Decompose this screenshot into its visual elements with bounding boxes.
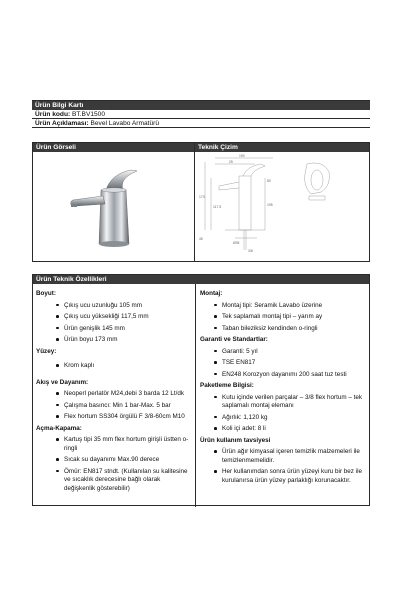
list-item: Ürün boyu 173 mm xyxy=(36,336,192,345)
garanti-title: Garanti ve Standartlar: xyxy=(200,336,268,343)
product-desc-row xyxy=(32,119,370,128)
product-code-row xyxy=(32,110,370,119)
list-item: Koli içi adet: 8 li xyxy=(200,425,366,434)
faucet-image xyxy=(33,152,194,261)
product-code-label: Ürün kodu: xyxy=(35,111,71,118)
dim-h1: 173 xyxy=(199,195,205,199)
kullanim-list xyxy=(200,448,366,485)
dim-top-2: 25 xyxy=(229,160,233,164)
product-visual-column xyxy=(33,143,195,261)
yuzey-title: Yüzey: xyxy=(36,347,57,355)
paket-list xyxy=(200,394,366,434)
dim-h2: 117.5 xyxy=(213,205,222,209)
list-item: Ürün ağır kimyasal içeren temizlik malzemeleri ile temizlenmemelidir. xyxy=(200,448,366,465)
list-item: TSE EN817 xyxy=(200,359,366,368)
list-item: EN248 Korozyon dayanımı 200 saat tuz testi xyxy=(200,371,366,380)
list-item: Neoperl perlatör M24,debi 3 barda 12 Lt/dk xyxy=(36,390,192,399)
visual-header: Ürün Görseli xyxy=(33,143,194,152)
garanti-list xyxy=(200,348,366,380)
acma-title: Açma-Kapama: xyxy=(36,424,82,432)
dim-bottom-2: 3/8 xyxy=(248,249,253,253)
list-item: Ömür: EN817 stndt. (Kullanılan su kalitesine ve sıcaklık derecesine bağlı olarak değişkenlik gösterebilir) xyxy=(36,468,192,494)
paket-title: Paketleme Bilgisi: xyxy=(200,382,254,389)
list-item: Kutu içinde verilen parçalar – 3/8 flex hortum – tek saplamalı montaj elemanı xyxy=(200,394,366,411)
montaj-title: Montaj: xyxy=(200,290,223,297)
list-item: Her kullanımdan sonra ürün yüzeyi kuru bir bez ile kurulanırsa ürün yüzey parlaklığı korunacaktır. xyxy=(200,468,366,485)
list-item: Çıkış ucu yüksekliği 117,5 mm xyxy=(36,313,192,322)
spec-header: Ürün Teknik Özellikleri xyxy=(33,275,369,284)
dim-top-1: 190 xyxy=(239,154,245,158)
yuzey-list xyxy=(36,362,192,371)
drawing-header: Teknik Çizim xyxy=(195,143,369,152)
spec-right-column xyxy=(196,284,369,507)
spec-section xyxy=(32,274,370,506)
kullanim-title: Ürün kullanım tavsiyesi xyxy=(200,436,271,444)
list-item: Flex hortum SS304 örgülü F 3/8-60cm M10 xyxy=(36,413,192,422)
akis-list xyxy=(36,390,192,422)
list-item: Çalışma basıncı: Min 1 bar-Max. 5 bar xyxy=(36,402,192,411)
akis-title: Akış ve Dayanım: xyxy=(36,378,89,386)
list-item: Garanti: 5 yıl xyxy=(200,348,366,357)
acma-list xyxy=(36,436,192,493)
list-item: Ağırlık: 1,120 kg xyxy=(200,414,366,423)
list-item: Tek saplamalı montaj tipi – yarım ay xyxy=(200,313,366,322)
technical-drawing-column xyxy=(195,143,369,261)
dim-h4: 80 xyxy=(267,179,271,183)
list-item: Krom kaplı xyxy=(36,362,192,371)
boyut-list xyxy=(36,302,192,345)
technical-drawing xyxy=(195,152,369,261)
list-item: Taban bileziksiz kendinden o-ringli xyxy=(200,325,366,334)
list-item: Kartuş tipi 35 mm flex hortum girişli üstten o-ringli xyxy=(36,436,192,453)
dim-h3: 195 xyxy=(267,203,273,207)
montaj-list xyxy=(200,302,366,334)
list-item: Çıkış ucu uzunluğu 105 mm xyxy=(36,302,192,311)
visual-section xyxy=(32,142,370,262)
boyut-title: Boyut: xyxy=(36,290,56,297)
product-code-value: BT.BV1500 xyxy=(72,111,106,118)
product-desc-label: Ürün Açıklaması: xyxy=(35,120,89,127)
dim-bottom-1: Ø35 xyxy=(233,241,240,245)
list-item: Montaj tipi: Seramik Lavabo üzerine xyxy=(200,302,366,311)
list-item: Ürün genişlik 145 mm xyxy=(36,325,192,334)
spec-left-column xyxy=(33,284,196,507)
card-title: Ürün Bilgi Kartı xyxy=(32,101,370,110)
dim-h5: 45 xyxy=(199,237,203,241)
product-desc-value: Bevel Lavabo Armatürü xyxy=(90,120,160,127)
list-item: Sıcak su dayanımı Max.90 derece xyxy=(36,456,192,465)
product-info-card xyxy=(32,100,370,128)
